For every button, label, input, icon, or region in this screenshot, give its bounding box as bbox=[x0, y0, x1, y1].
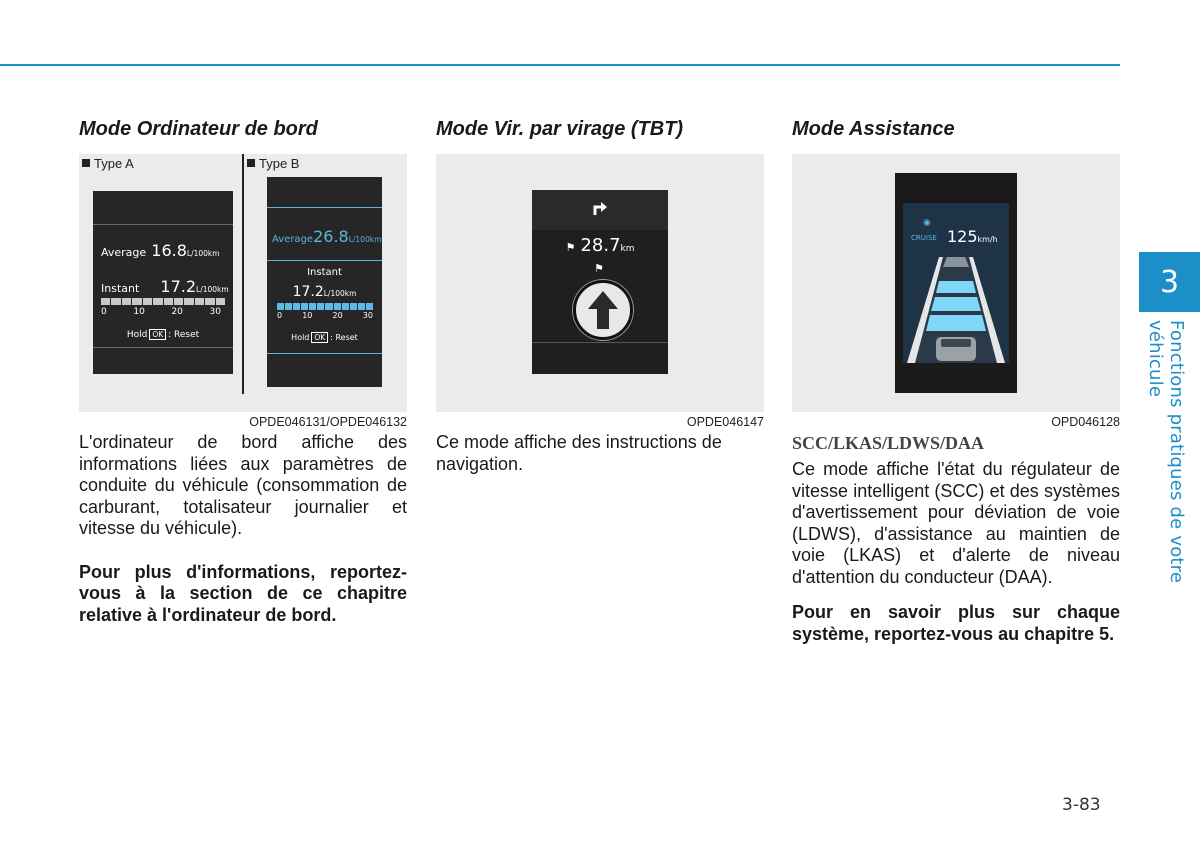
trip-screen-type-a bbox=[93, 191, 233, 374]
section-heading: Mode Ordinateur de bord bbox=[79, 118, 318, 140]
gauge-ticks: 0 10 20 30 bbox=[277, 311, 373, 320]
body-text: Ce mode affiche des instructions de navigation. bbox=[436, 432, 722, 474]
type-a-label: Type A bbox=[82, 156, 134, 171]
figure-caption: OPDE046147 bbox=[686, 415, 764, 429]
page-number: 3-83 bbox=[1062, 795, 1101, 815]
destination-flag-icon: ⚑ bbox=[594, 263, 604, 275]
turn-right-icon bbox=[592, 200, 608, 216]
average-readout: Average 16.8L/100km bbox=[101, 241, 220, 260]
cruise-label: CRUISE bbox=[911, 234, 937, 242]
average-readout: Average26.8L/100km bbox=[272, 227, 382, 246]
type-b-label: Type B bbox=[247, 156, 299, 171]
note-text: Pour plus d'informations, reportez-vous à la section de ce chapitre relative à l'ordinateur de bord. bbox=[79, 561, 407, 625]
note-text: Pour en savoir plus sur chaque système, reportez-vous au chapitre 5. bbox=[792, 602, 1120, 644]
chapter-title: Fonctions pratiques de votre véhicule bbox=[1145, 320, 1187, 584]
subheading: SCC/LKAS/LDWS/DAA bbox=[792, 433, 985, 453]
hold-reset-hint: Hold OK : Reset bbox=[291, 333, 358, 342]
assist-screen bbox=[895, 173, 1017, 393]
hold-reset-hint: Hold OK : Reset bbox=[126, 330, 200, 340]
cruise-icon: ◉ bbox=[923, 217, 931, 227]
lane-view-icon bbox=[903, 253, 1009, 363]
figure-caption: OPDE046131/OPDE046132 bbox=[249, 415, 407, 429]
tbt-figure bbox=[436, 154, 764, 412]
header-rule bbox=[0, 64, 1120, 66]
chapter-number-tab: 3 bbox=[1139, 252, 1200, 312]
body-text: L'ordinateur de bord affiche des informations liées aux paramètres de conduite du véhicule (consommation de carburant, totalisateur journalier et vitesse du véhicule). bbox=[79, 432, 407, 538]
figure-caption: OPD046128 bbox=[1051, 415, 1120, 429]
instant-readout: Instant 17.2L/100km bbox=[101, 277, 229, 296]
distance-readout: ⚑ 28.7km bbox=[565, 235, 635, 256]
consumption-gauge bbox=[277, 303, 373, 310]
assist-figure bbox=[792, 154, 1120, 412]
flag-icon: ⚑ bbox=[565, 241, 576, 254]
body-text: Ce mode affiche l'état du régulateur de vitesse intelligent (SCC) et des systèmes d'avertissement pour déviation de voie (LDWS), d'assistance au maintien de voie (LKAS) et d'alerte de niveau d'attention du conducteur (DAA). bbox=[792, 459, 1120, 587]
trip-computer-figure bbox=[79, 154, 407, 412]
trip-screen-type-b bbox=[267, 177, 382, 387]
set-speed-readout: 125km/h bbox=[947, 227, 998, 246]
gauge-ticks: 0 10 20 30 bbox=[101, 307, 221, 317]
section-heading: Mode Vir. par virage (TBT) bbox=[436, 118, 684, 140]
instant-readout: 17.2L/100km bbox=[292, 284, 357, 300]
straight-arrow-icon bbox=[573, 280, 633, 340]
tbt-screen bbox=[532, 190, 668, 374]
section-heading: Mode Assistance bbox=[792, 118, 955, 140]
section-trip-computer bbox=[79, 116, 407, 626]
section-turn-by-turn bbox=[436, 116, 764, 475]
instant-label: Instant bbox=[307, 267, 342, 278]
section-assist bbox=[792, 116, 1120, 645]
figure-divider bbox=[242, 154, 244, 394]
consumption-gauge bbox=[101, 298, 225, 305]
